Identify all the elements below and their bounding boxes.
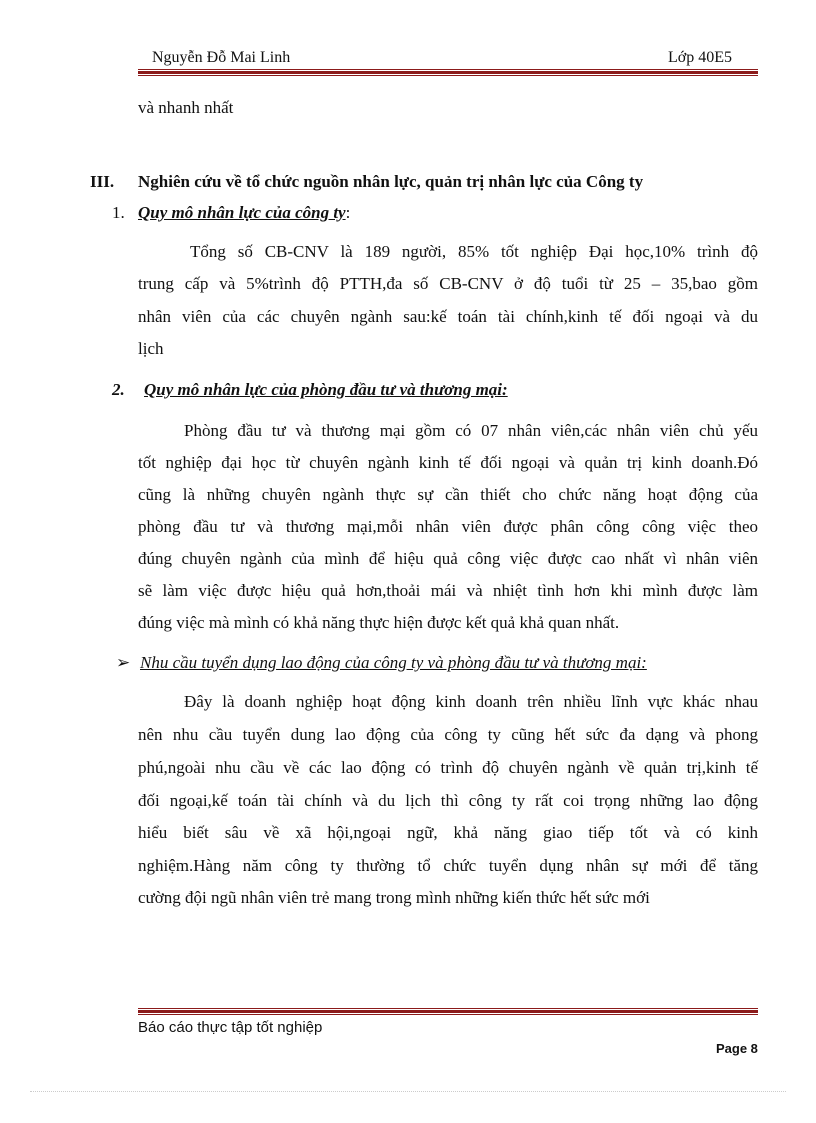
bullet-arrow-icon: ➢ bbox=[116, 653, 131, 672]
sub1-para-line: Tổng số CB-CNV là 189 người, 85% tốt nghiệp Đại học,10% trình độ bbox=[190, 242, 758, 261]
header-rule-bottom bbox=[138, 75, 758, 76]
sub1-title: Quy mô nhân lực của công ty bbox=[138, 203, 346, 222]
sub1-para-line: nhân viên của các chuyên ngành sau:kế toán tài chính,kinh tế đối ngoại và du bbox=[138, 307, 758, 326]
sub1-para-line: trung cấp và 5%trình độ PTTH,đa số CB-CNV ở độ tuổi từ 25 – 35,bao gồm bbox=[138, 274, 758, 293]
sub2-para-line: đúng việc mà mình có khả năng thực hiện được kết quả khả quan nhất. bbox=[138, 613, 620, 632]
bullet-para-line: nên nhu cầu tuyển dung lao động của công ty cũng hết sức đa dạng và phong bbox=[138, 725, 758, 744]
bullet-para-line: đối ngoại,kế toán tài chính và du lịch thì công ty rất coi trọng những lao động bbox=[138, 791, 758, 810]
sub1-para-line: lịch bbox=[138, 339, 164, 358]
bullet-title: Nhu cầu tuyển dụng lao động của công ty và phòng đầu tư và thương mại: bbox=[140, 653, 647, 672]
header-rule-top bbox=[138, 69, 758, 70]
continuation-text: và nhanh nhất bbox=[138, 98, 234, 117]
bullet-para-line: nghiệm.Hàng năm công ty thường tổ chức tuyển dụng nhân sự mới để tăng bbox=[138, 856, 758, 875]
footer-rule-top bbox=[138, 1008, 758, 1009]
sub1-heading bbox=[138, 202, 350, 224]
bullet-para-line: phú,ngoài nhu cầu về các lao động có trình độ chuyên ngành về quản trị,kinh tế bbox=[138, 758, 758, 777]
header-class: Lớp 40E5 bbox=[668, 49, 733, 66]
bullet-para-line: cường đội ngũ nhân viên trẻ mang trong mình những kiến thức hết sức mới bbox=[138, 888, 650, 907]
footer-rule-thick bbox=[138, 1010, 758, 1013]
footer-title: Báo cáo thực tập tốt nghiệp bbox=[138, 1019, 323, 1036]
section-number: III. bbox=[90, 172, 115, 191]
footer-rule-bottom bbox=[138, 1014, 758, 1015]
sub1-colon: : bbox=[345, 203, 351, 222]
sub2-number: 2. bbox=[112, 380, 125, 399]
sub1-number: 1. bbox=[112, 203, 125, 222]
sub2-para-line: sẽ làm việc được hiệu quả hơn,thoải mái và nhiệt tình hơn khi mình được làm bbox=[138, 581, 758, 600]
sub2-para-line: Phòng đầu tư và thương mại gồm có 07 nhân viên,các nhân viên chủ yếu bbox=[184, 421, 758, 440]
sub2-para-line: đúng chuyên ngành của mình để hiệu quả công việc được cao nhất vì nhân viên bbox=[138, 549, 758, 568]
sub2-para-line: cũng là những chuyên ngành thực sự cần thiết cho chức năng hoạt động của bbox=[138, 485, 758, 504]
bullet-para-line: hiểu biết sâu về xã hội,ngoại ngữ, khả năng giao tiếp tốt và có kinh bbox=[138, 823, 758, 842]
section-title: Nghiên cứu về tổ chức nguồn nhân lực, quản trị nhân lực của Công ty bbox=[138, 172, 644, 191]
sub2-title: Quy mô nhân lực của phòng đầu tư và thương mại: bbox=[144, 380, 508, 399]
page-number: Page 8 bbox=[716, 1041, 758, 1056]
bullet-para-line: Đây là doanh nghiệp hoạt động kinh doanh trên nhiều lĩnh vực khác nhau bbox=[184, 692, 758, 711]
header-author: Nguyễn Đỗ Mai Linh bbox=[152, 49, 291, 66]
sub2-para-line: phòng đầu tư và thương mại,mỗi nhân viên được phân công công việc theo bbox=[138, 517, 758, 536]
header-rule-thick bbox=[138, 71, 758, 74]
sub2-para-line: tốt nghiệp đại học từ chuyên ngành kinh tế đối ngoại và quản trị kinh doanh.Đó bbox=[138, 453, 758, 472]
page-boundary bbox=[30, 1091, 786, 1092]
